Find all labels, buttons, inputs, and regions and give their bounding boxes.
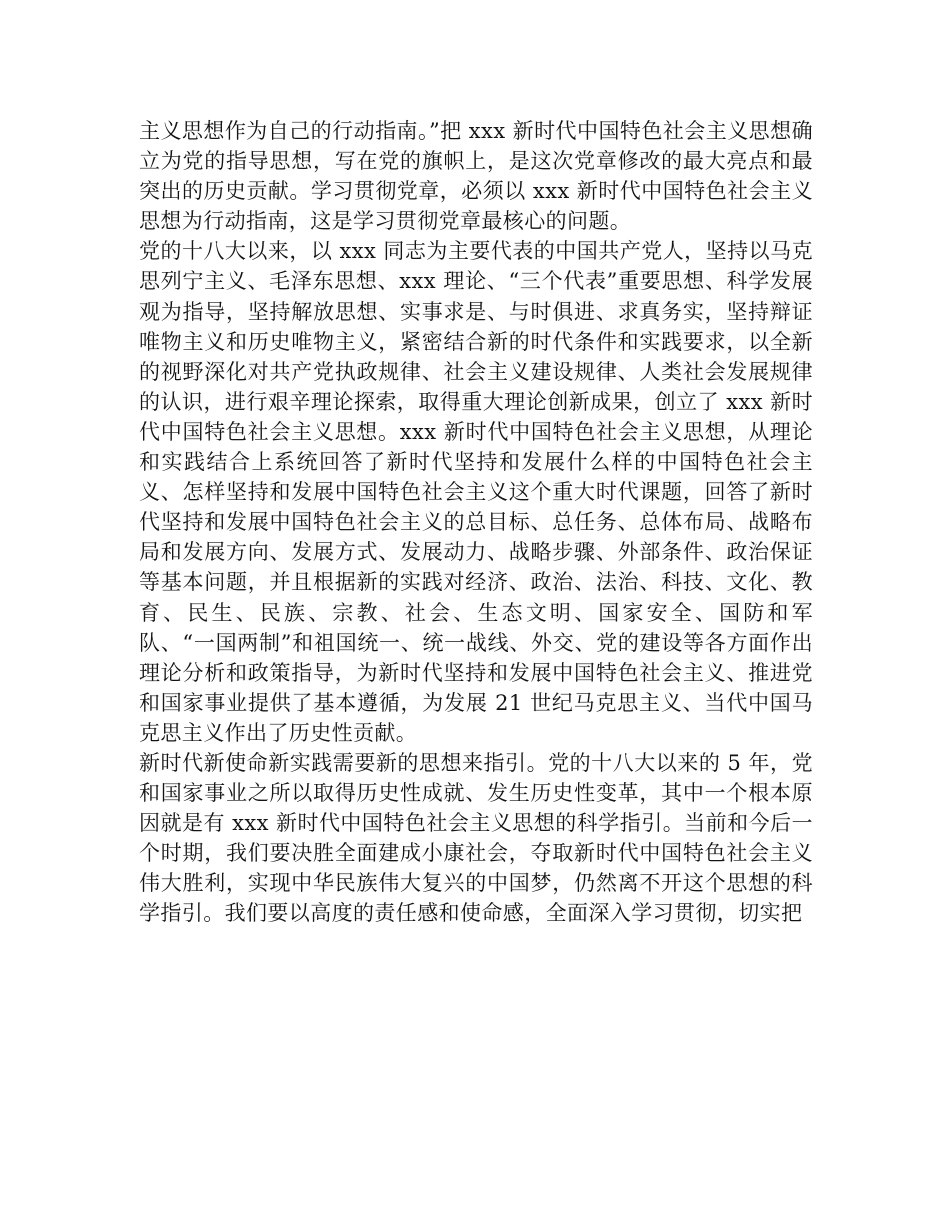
document-page — [139, 116, 813, 929]
paragraph-1: 主义思想作为自己的行动指南。”把 xxx 新时代中国特色社会主义思想确立为党的指导思想，写在党的旗帜上，是这次党章修改的最大亮点和最突出的历史贡献。学习贯彻党章，必须以 xxx 新时代中国特色社会主义思想为行动指南，这是学习贯彻党章最核心的问题。 — [139, 119, 813, 234]
paragraph-2: 党的十八大以来，以 xxx 同志为主要代表的中国共产党人，坚持以马克思列宁主义、毛泽东思想、xxx 理论、“三个代表”重要思想、科学发展观为指导，坚持解放思想、实事求是、与时俱进、求真务实，坚持辩证唯物主义和历史唯物主义，紧密结合新的时代条件和实践要求，以全新的视野深化对共产党执政规律、社会主义建设规律、人类社会发展规律的认识，进行艰辛理论探索，取得重大理论创新成果，创立了 xxx 新时代中国特色社会主义思想。xxx 新时代中国特色社会主义思想，从理论和实践结合上系统回答了新时代坚持和发展什么样的中国特色社会主义、怎样坚持和发展中国特色社会主义这个重大时代课题，回答了新时代坚持和发展中国特色社会主义的总目标、总任务、总体布局、战略布局和发展方向、发展方式、发展动力、战略步骤、外部条件、政治保证等基本问题，并且根据新的实践对经济、政治、法治、科技、文化、教育、民生、民族、宗教、社会、生态文明、国家安全、国防和军队、“一国两制”和祖国统一、统一战线、外交、党的建设等各方面作出理论分析和政策指导，为新时代坚持和发展中国特色社会主义、推进党和国家事业提供了基本遵循，为发展 21 世纪马克思主义、当代中国马克思主义作出了历史性贡献。 — [139, 239, 813, 745]
paragraph-3: 新时代新使命新实践需要新的思想来指引。党的十八大以来的 5 年，党和国家事业之所以取得历史性成就、发生历史性变革，其中一个根本原因就是有 xxx 新时代中国特色社会主义思想的科学指引。当前和今后一个时期，我们要决胜全面建成小康社会，夺取新时代中国特色社会主义伟大胜利，实现中华民族伟大复兴的中国梦，仍然离不开这个思想的科学指引。我们要以高度的责任感和使命感，全面深入学习贯彻，切实把 — [139, 750, 813, 926]
